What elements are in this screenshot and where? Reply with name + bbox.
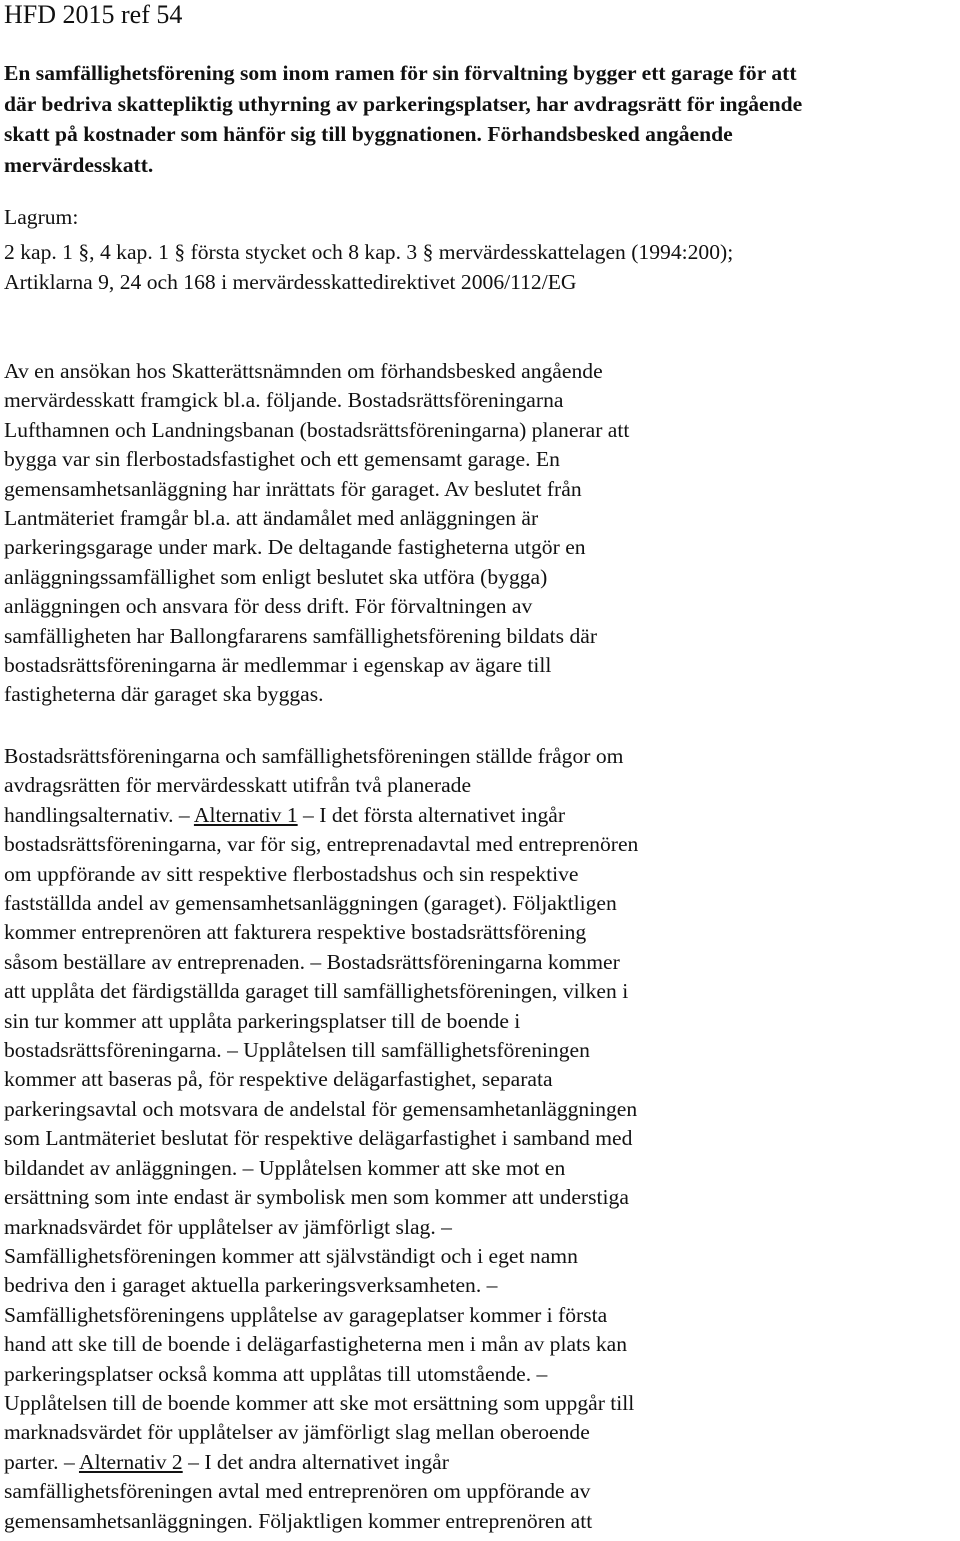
text-line: gemensamhetsanläggning har inrättats för garaget. Av beslutet från <box>4 476 582 501</box>
text-line: samfälligheten har Ballongfararens samfällighetsförening bildats där <box>4 623 598 648</box>
text-line: fastigheterna där garaget ska byggas. <box>4 682 324 707</box>
text-line: Upplåtelsen till de boende kommer att ske mot ersättning som uppgår till <box>4 1390 635 1415</box>
text-line: bostadsrättsföreningarna är medlemmar i egenskap av ägare till <box>4 653 552 678</box>
text-line: bygga var sin flerbostadsfastighet och ett gemensamt garage. En <box>4 447 560 472</box>
text-line: anläggningen och ansvara för dess drift. För förvaltningen av <box>4 594 533 619</box>
text-line: Samfällighetsföreningen kommer att självständigt och i eget namn <box>4 1243 578 1268</box>
text-line: parkeringsplatser också komma att upplåtas till utomstående. – <box>4 1361 548 1386</box>
document-title: HFD 2015 ref 54 <box>4 0 183 29</box>
text-line: Lantmäteriet framgår bl.a. att ändamålet med anläggningen är <box>4 506 539 531</box>
text-line: som Lantmäteriet beslutat för respektive delägarfastighet i samband med <box>4 1126 633 1151</box>
lagrum-references <box>4 237 959 298</box>
text-run: – I det andra alternativet ingår <box>182 1449 449 1474</box>
text-line: bedriva den i garaget aktuella parkeringsverksamheten. – <box>4 1273 498 1298</box>
text-line: att upplåta det färdigställda garaget till samfällighetsföreningen, vilken i <box>4 979 629 1004</box>
text-line: ersättning som inte endast är symbolisk men som kommer att understiga <box>4 1185 629 1210</box>
text-line: bostadsrättsföreningarna, var för sig, entreprenadavtal med entreprenören <box>4 832 639 857</box>
text-line: parkeringsavtal och motsvara de andelstal för gemensamhetanläggningen <box>4 1096 638 1121</box>
text-line: mervärdesskatt framgick bl.a. följande. Bostadsrättsföreningarna <box>4 388 564 413</box>
summary-line: mervärdesskatt. <box>4 153 154 178</box>
text-line: avdragsrätten för mervärdesskatt utifrån två planerade <box>4 773 472 798</box>
text-line: gemensamhetsanläggningen. Följaktligen kommer entreprenören att <box>4 1508 593 1533</box>
text-line: samfällighetsföreningen avtal med entreprenören om uppförande av <box>4 1479 591 1504</box>
summary-line: där bedriva skattepliktig uthyrning av parkeringsplatser, har avdragsrätt för ingående <box>4 91 803 116</box>
paragraph-background <box>4 357 959 710</box>
case-summary <box>4 58 959 181</box>
text-line <box>4 1448 959 1477</box>
text-line: kommer entreprenören att fakturera respektive bostadsrättsförening <box>4 920 587 945</box>
alternativ-1-heading: Alternativ 1 <box>193 802 298 827</box>
summary-line: skatt på kostnader som hänför sig till byggnationen. Förhandsbesked angående <box>4 122 733 147</box>
text-line: Bostadsrättsföreningarna och samfällighetsföreningen ställde frågor om <box>4 744 624 768</box>
text-line: parkeringsgarage under mark. De deltagande fastigheterna utgör en <box>4 535 586 560</box>
text-run: – I det första alternativet ingår <box>297 802 566 827</box>
text-line: Lufthamnen och Landningsbanan (bostadsrättsföreningarna) planerar att <box>4 417 630 442</box>
text-line: hand att ske till de boende i delägarfastigheterna men i mån av plats kan <box>4 1332 628 1357</box>
text-line: marknadsvärdet för upplåtelser av jämförligt slag. – <box>4 1214 452 1239</box>
text-line: bildandet av anläggningen. – Upplåtelsen kommer att ske mot en <box>4 1155 566 1180</box>
summary-line: En samfällighetsförening som inom ramen för sin förvaltning bygger ett garage för att <box>4 61 797 85</box>
text-run: parter. – <box>4 1449 79 1474</box>
text-line: Av en ansökan hos Skatterättsnämnden om förhandsbesked angående <box>4 359 603 383</box>
lagrum-line: 2 kap. 1 §, 4 kap. 1 § första stycket och 8 kap. 3 § mervärdesskattelagen (1994:200); <box>4 240 734 264</box>
text-line <box>4 801 959 830</box>
paragraph-alternatives <box>4 742 959 1536</box>
text-line: fastställda andel av gemensamhetsanläggningen (garaget). Följaktligen <box>4 891 617 916</box>
lagrum-line: Artiklarna 9, 24 och 168 i mervärdesskattedirektivet 2006/112/EG <box>4 270 577 295</box>
text-line: kommer att baseras på, för respektive delägarfastighet, separata <box>4 1067 553 1092</box>
text-line: om uppförande av sitt respektive flerbostadshus och sin respektive <box>4 861 579 886</box>
text-run: handlingsalternativ. – <box>4 802 194 827</box>
lagrum-label: Lagrum: <box>4 205 79 229</box>
text-line: bostadsrättsföreningarna. – Upplåtelsen till samfällighetsföreningen <box>4 1038 590 1063</box>
text-line: marknadsvärdet för upplåtelser av jämförligt slag mellan oberoende <box>4 1420 590 1445</box>
text-line: anläggningssamfällighet som enligt beslutet ska utföra (bygga) <box>4 564 548 589</box>
text-line: Samfällighetsföreningens upplåtelse av garageplatser kommer i första <box>4 1302 608 1327</box>
text-line: sin tur kommer att upplåta parkeringsplatser till de boende i <box>4 1008 521 1033</box>
alternativ-2-heading: Alternativ 2 <box>78 1449 183 1474</box>
text-line: såsom beställare av entreprenaden. – Bostadsrättsföreningarna kommer <box>4 949 620 974</box>
